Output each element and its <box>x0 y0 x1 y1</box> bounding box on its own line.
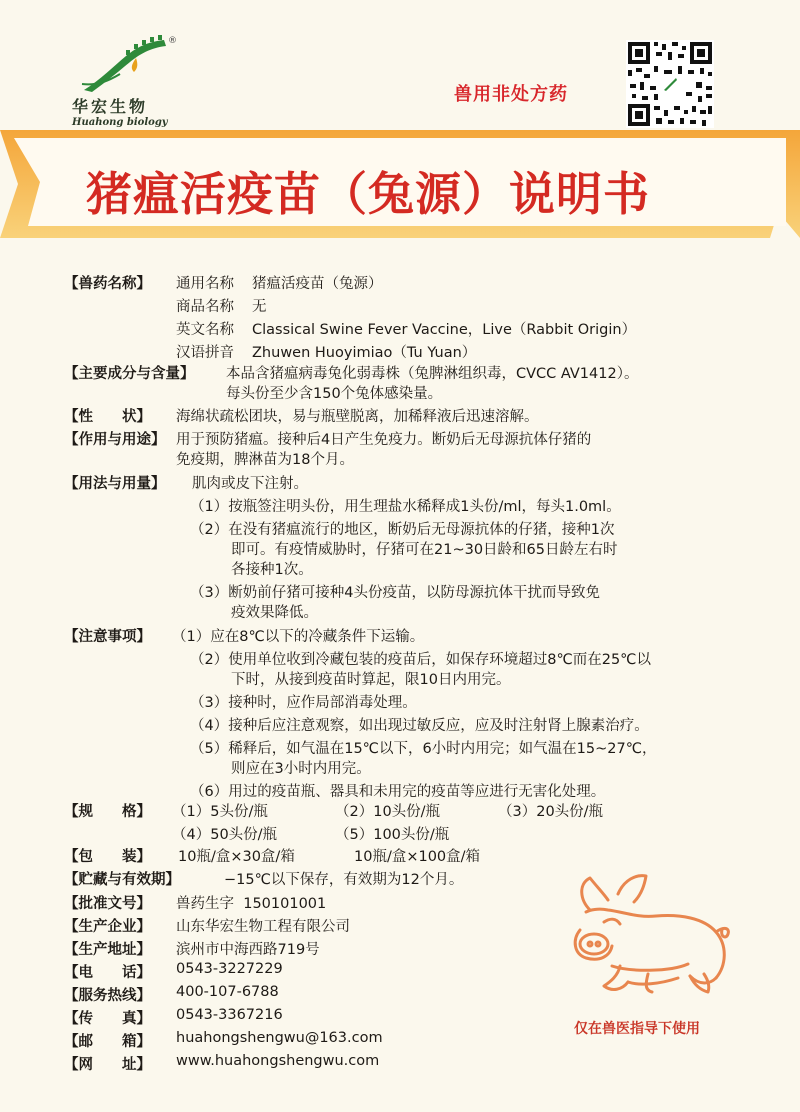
generic-name-value: 猪瘟活疫苗（兔源） <box>252 276 383 292</box>
storage-text: −15℃以下保存，有效期为12个月。 <box>224 872 464 888</box>
manufacturer: 山东华宏生物工程有限公司 <box>176 919 350 935</box>
website-url: www.huahongshengwu.com <box>176 1053 380 1069</box>
manufacturer-address: 滨州市中海西路719号 <box>176 942 320 958</box>
spec-5: （5）100头份/瓶 <box>335 827 450 843</box>
trade-name-value: 无 <box>252 299 267 315</box>
page-title: 猪瘟活疫苗（兔源）说明书 <box>86 167 650 221</box>
caution-item-5-line-1: （5）稀释后，如气温在15℃以下，6小时内用完；如气温在15~27℃， <box>190 741 657 757</box>
section-label-storage: 【贮藏与有效期】 <box>64 872 180 888</box>
caution-item-5-line-2: 则应在3小时内用完。 <box>231 761 371 777</box>
section-label-email: 【邮 箱】 <box>64 1034 151 1050</box>
caution-item-1: （1）应在8℃以下的冷藏条件下运输。 <box>172 629 425 645</box>
otc-vet-label: 兽用非处方药 <box>454 84 568 105</box>
spec-3: （3）20头份/瓶 <box>498 804 604 820</box>
packaging-option-1: 10瓶/盒×30盒/箱 <box>178 849 295 865</box>
usage-line-1: 用于预防猪瘟。接种后4日产生免疫力。断奶后无母源抗体仔猪的 <box>176 432 592 448</box>
section-label-approval: 【批准文号】 <box>64 896 151 912</box>
pinyin-label: 汉语拼音 <box>176 345 234 361</box>
section-label-address: 【生产地址】 <box>64 942 151 958</box>
section-label-fax: 【传 真】 <box>64 1011 151 1027</box>
spec-4: （4）50头份/瓶 <box>172 827 278 843</box>
section-label-cautions: 【注意事项】 <box>64 629 151 645</box>
generic-name-label: 通用名称 <box>176 276 234 292</box>
composition-line-1: 本品含猪瘟病毒兔化弱毒株（兔脾淋组织毒，CVCC AV1412）。 <box>226 366 639 382</box>
phone-number: 0543-3227229 <box>176 961 283 977</box>
logo-chinese-name: 华宏生物 <box>72 97 149 116</box>
vet-guidance-note: 仅在兽医指导下使用 <box>574 1021 700 1037</box>
composition-line-2: 每头份至少含150个兔体感染量。 <box>226 386 443 402</box>
logo-english-name: Huahong biology <box>72 117 168 128</box>
fax-number: 0543-3367216 <box>176 1007 283 1023</box>
section-label-composition: 【主要成分与含量】 <box>64 366 195 382</box>
dosage-item-2-line-2: 即可。有疫情威胁时，仔猪可在21~30日龄和65日龄左右时 <box>231 542 618 558</box>
section-label-packaging: 【包 装】 <box>64 849 151 865</box>
email-address: huahongshengwu@163.com <box>176 1030 383 1046</box>
section-label-specs: 【规 格】 <box>64 804 151 820</box>
trade-name-label: 商品名称 <box>176 299 234 315</box>
section-label-dosage: 【用法与用量】 <box>64 476 166 492</box>
caution-item-6: （6）用过的疫苗瓶、器具和未用完的疫苗等应进行无害化处理。 <box>190 784 606 800</box>
approval-number: 兽药生字 150101001 <box>176 896 327 912</box>
registered-mark: ® <box>168 36 177 46</box>
english-name-label: 英文名称 <box>176 322 234 338</box>
usage-line-2: 免疫期，脾淋苗为18个月。 <box>176 452 354 468</box>
spec-1: （1）5头份/瓶 <box>172 804 268 820</box>
section-label-hotline: 【服务热线】 <box>64 988 151 1004</box>
dosage-item-2-line-3: 各接种1次。 <box>231 562 313 578</box>
great-wall-logo-icon <box>80 30 176 92</box>
caution-item-2-line-1: （2）使用单位收到冷藏包装的疫苗后，如保存环境超过8℃而在25℃以 <box>190 652 651 668</box>
section-label-phone: 【电 话】 <box>64 965 151 981</box>
packaging-option-2: 10瓶/盒×100盒/箱 <box>354 849 481 865</box>
character-text: 海绵状疏松团块，易与瓶壁脱离，加稀释液后迅速溶解。 <box>176 409 539 425</box>
section-label-name: 【兽药名称】 <box>64 276 151 292</box>
dosage-item-1: （1）按瓶签注明头份，用生理盐水稀释成1头份/ml，每头1.0ml。 <box>190 499 621 515</box>
pinyin-value: Zhuwen Huoyimiao（Tu Yuan） <box>252 345 477 361</box>
pig-illustration-icon <box>560 870 740 1005</box>
spec-2: （2）10头份/瓶 <box>335 804 441 820</box>
section-label-website: 【网 址】 <box>64 1057 151 1073</box>
section-label-character: 【性 状】 <box>64 409 151 425</box>
caution-item-2-line-2: 下时，从接到疫苗时算起，限10日内用完。 <box>231 672 511 688</box>
section-label-maker: 【生产企业】 <box>64 919 151 935</box>
dosage-intro: 肌肉或皮下注射。 <box>192 476 308 492</box>
caution-item-4: （4）接种后应注意观察，如出现过敏反应，应及时注射肾上腺素治疗。 <box>190 718 649 734</box>
company-logo <box>62 30 192 126</box>
hotline-number: 400-107-6788 <box>176 984 279 1000</box>
dosage-item-2-line-1: （2）在没有猪瘟流行的地区，断奶后无母源抗体的仔猪，接种1次 <box>190 522 615 538</box>
dosage-item-3-line-2: 疫效果降低。 <box>231 605 318 621</box>
qr-code-icon <box>626 40 714 128</box>
section-label-usage: 【作用与用途】 <box>64 432 166 448</box>
dosage-item-3-line-1: （3）断奶前仔猪可接种4头份疫苗，以防母源抗体干扰而导致免 <box>190 585 600 601</box>
english-name-value: Classical Swine Fever Vaccine，Live（Rabbit Origin） <box>252 322 637 338</box>
caution-item-3: （3）接种时，应作局部消毒处理。 <box>190 695 417 711</box>
